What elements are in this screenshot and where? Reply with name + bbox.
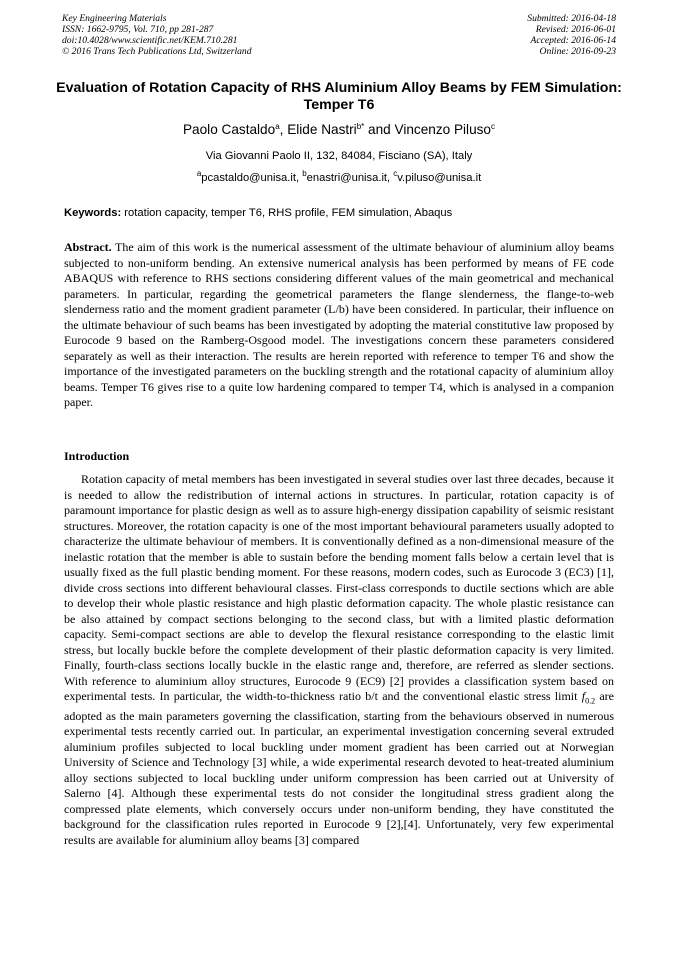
email-link: v.piluso@unisa.it bbox=[397, 172, 482, 184]
keywords bbox=[64, 206, 452, 220]
author-separator: , bbox=[279, 122, 288, 137]
journal-info bbox=[62, 13, 252, 57]
section-heading: Introduction bbox=[64, 449, 130, 463]
keywords-label: Keywords: bbox=[64, 207, 122, 219]
publication-dates bbox=[527, 13, 616, 57]
stress-symbol-sub: 0.2 bbox=[585, 696, 596, 706]
date-accepted: Accepted: 2016-06-14 bbox=[530, 35, 616, 46]
author-sup: b* bbox=[356, 122, 365, 131]
author-separator: and bbox=[364, 122, 395, 137]
email-sup: a bbox=[196, 169, 202, 178]
abstract-label: Abstract. bbox=[64, 240, 112, 254]
author-sup: c bbox=[491, 122, 495, 131]
date-submitted: Submitted: 2016-04-18 bbox=[527, 13, 616, 24]
intro-text-part2: are adopted as the main parameters governing the classification, starting from the behaviours observed in numerous experimental tests recently carried out. In particular, an experimental investigation concerning several extruded aluminium profiles subjected to local buckling under moment gradient has been carried out at Norwegian University of Science and Technology [3] while, a wide experimental research devoted to heat-treated aluminium alloy sections subjected to local buckling under uniform compression has been carried out at University of Salerno [4]. Although these experimental tests do not consider the longitudinal stress gradient along the compressed plate elements, which conversely occurs under non-uniform bending, they have constituted the background for the classification rules reported in Eurocode 9 [2],[4]. Unfortunately, very few experimental results are available for aluminium alloy beams [3] compared bbox=[64, 689, 614, 847]
author-name: Vincenzo Piluso bbox=[394, 122, 491, 137]
email-link: pcastaldo@unisa.it, bbox=[201, 172, 303, 184]
journal-doi: doi:10.4028/www.scientific.net/KEM.710.281 bbox=[62, 35, 238, 46]
date-revised: Revised: 2016-06-01 bbox=[535, 24, 616, 35]
author-emails bbox=[40, 171, 638, 185]
author-list bbox=[40, 122, 638, 138]
email-link: enastri@unisa.it, bbox=[306, 172, 394, 184]
intro-text-part1: Rotation capacity of metal members has been investigated in several studies over last three decades, because it is needed to allow the redistribution of internal actions in structures. In particular, rotation capacity is of paramount importance for plastic design as well as to assure high-energy dissipation capability of seismic resistant structures. Moreover, the rotation capacity is one of the most important behavioural parameters usually adopted to characterize the ultimate behaviour of members. It is conventionally defined as a non-dimensional measure of the inelastic rotation that the member is able to sustain before the bending moment falls below a certain level that is usually fixed as the full plastic bending moment. For these reasons, modern codes, such as Eurocode 3 (EC3) [1], divide cross sections into different behavioural classes. First-class corresponds to ductile sections which are able to develop their whole plastic resistance and high plastic deformation capacity. The whole plastic resistance can be also attained by compact sections belonging to the second class, but with a limited plastic deformation capacity. Semi-compact sections are able to develop the flexural resistance corresponding to the elastic limit stress, but locally buckle before the complete development of their plastic deformation capacity is very limited. Finally, fourth-class sections locally buckle in the elastic range and, therefore, are referred as slender sections. With reference to aluminium alloy structures, Eurocode 9 (EC9) [2] provides a classification system based on experimental tests. In particular, the width-to-thickness ratio b/t and the conventional elastic stress limit bbox=[64, 472, 614, 703]
introduction-body bbox=[64, 472, 614, 848]
abstract bbox=[64, 240, 614, 411]
journal-name: Key Engineering Materials bbox=[62, 13, 167, 24]
journal-copyright: © 2016 Trans Tech Publications Ltd, Switzerland bbox=[62, 46, 252, 57]
author-name: Paolo Castaldo bbox=[182, 122, 276, 137]
stress-symbol bbox=[581, 689, 596, 706]
email-sup: c bbox=[393, 169, 398, 178]
journal-issn: ISSN: 1662-9795, Vol. 710, pp 281-287 bbox=[62, 24, 214, 35]
affiliation: Via Giovanni Paolo II, 132, 84084, Fisciano (SA), Italy bbox=[205, 150, 473, 162]
date-online: Online: 2016-09-23 bbox=[539, 46, 616, 57]
email-sup: b bbox=[302, 169, 307, 178]
abstract-text: The aim of this work is the numerical assessment of the ultimate behaviour of aluminium alloy beams subjected to non-uniform bending. An extensive numerical analysis has been performed by means of FE code ABAQUS with reference to RHS sections considering different values of the main geometrical and mechanical parameters. In particular, regarding the geometrical parameters the flange slenderness, the flange-to-web slenderness ratio and the moment gradient parameter (L/b) have been considered. In particular, their influence on the ultimate behaviour of such beams has been investigated by adopting the material constitutive law proposed by Eurocode 9 based on the Ramberg-Osgood model. The investigations concern these parameters considered separately as well as their interaction. The results are herein reported with reference to temper T6 and show the importance of the investigated parameters on the buckling strength and the rotational capacity of aluminium alloy beams. Temper T6 gives rise to a quite low hardening compared to temper T4, which is analysed in a companion paper. bbox=[64, 240, 614, 410]
keywords-text: rotation capacity, temper T6, RHS profile, FEM simulation, Abaqus bbox=[121, 207, 453, 219]
stress-symbol-f: f bbox=[581, 689, 586, 703]
author-name: Elide Nastri bbox=[287, 122, 357, 137]
paper-title: Evaluation of Rotation Capacity of RHS Aluminium Alloy Beams by FEM Simulation: Temper T6 bbox=[56, 80, 622, 113]
author-sup: a bbox=[275, 122, 280, 131]
